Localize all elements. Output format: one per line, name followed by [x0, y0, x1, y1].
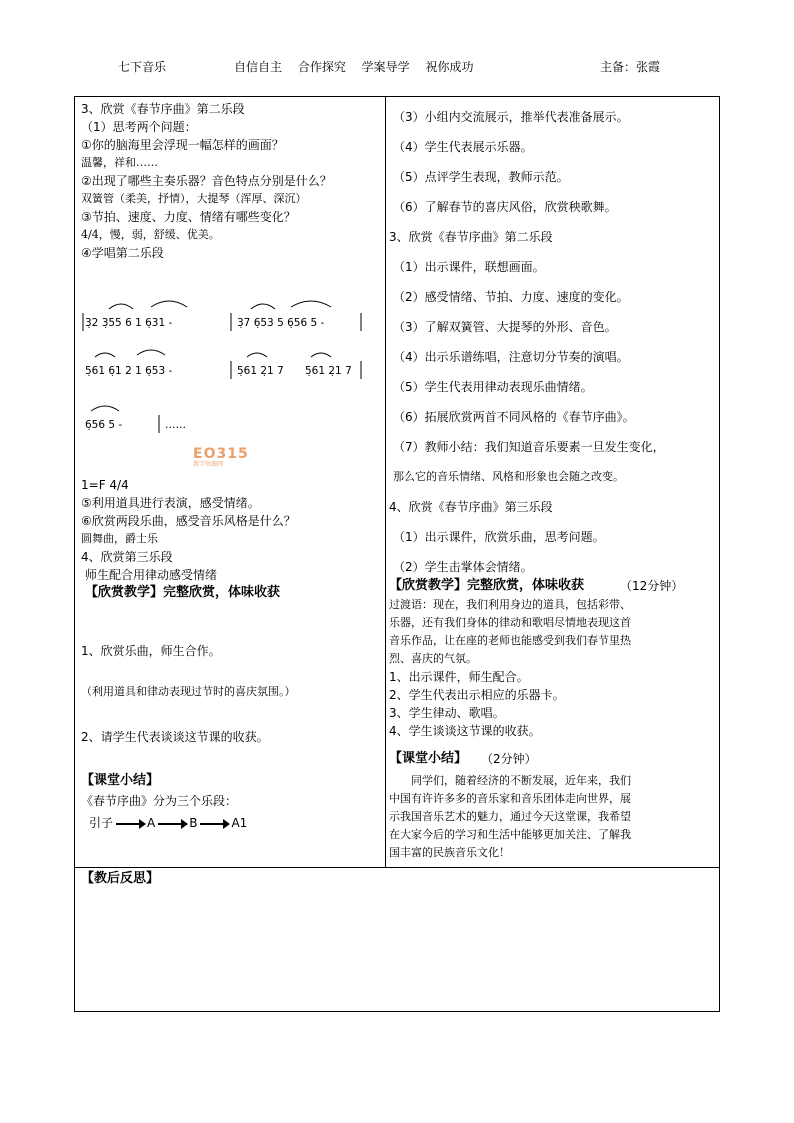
- left-answer-3: 4/4，慢，弱，舒缓、优美。: [81, 228, 220, 241]
- right-step-5: （5）点评学生表现，教师示范。: [393, 170, 569, 184]
- left-question-2: ②出现了哪些主奏乐器？音色特点分别是什么？: [81, 174, 332, 188]
- left-summary-heading: 【课堂小结】: [81, 773, 160, 788]
- left-answer-6: 圆舞曲，爵士乐: [81, 532, 158, 545]
- row-divider: [75, 867, 719, 868]
- left-question-5: ⑤利用道具进行表演，感受情绪。: [81, 496, 260, 510]
- flow-b: B: [189, 816, 198, 830]
- right-summary-heading: 【课堂小结】: [389, 751, 468, 766]
- right-transition-1: 过渡语：现在，我们利用身边的道具，包括彩带、: [389, 598, 631, 611]
- score-row2-a: 5̣61 6̣1 2 1 6̣53 -: [85, 365, 173, 377]
- left-question-3: ③节拍、速度、力度、情绪有哪些变化？: [81, 210, 296, 224]
- flow-intro: 引子: [89, 816, 114, 830]
- left-section-4-note: 师生配合用律动感受情绪: [85, 568, 218, 582]
- right-summary-5: 国丰富的民族音乐文化！: [389, 846, 510, 859]
- left-question-4: ④学唱第二乐段: [81, 246, 164, 260]
- right-summary-4: 在大家今后的学习和生活中能够更加关注、了解我: [389, 828, 631, 841]
- left-summary-text: 《春节序曲》分为三个乐段：: [81, 794, 238, 808]
- flow-a: A: [147, 816, 156, 830]
- score-row3-a: 6̣56 5 -: [85, 419, 123, 431]
- left-question-6: ⑥欣赏两段乐曲，感受音乐风格是什么？: [81, 514, 296, 528]
- right-appreciation-heading: 【欣赏教学】完整欣赏，体味收获: [389, 578, 585, 593]
- right-summary-3: 示我国音乐艺术的魅力，通过今天这堂课，我希望: [389, 810, 631, 823]
- score-row2-c: 5̣61 2̣1 7: [305, 365, 352, 377]
- header-subject: 七下音乐: [118, 60, 167, 74]
- header-author: 主备：张霞: [600, 60, 661, 74]
- right-section-4-title: 4、欣赏《春节序曲》第三乐段: [389, 500, 553, 514]
- left-step-1: 1、欣赏乐曲，师生合作。: [81, 644, 221, 658]
- right-transition-2: 乐器，还有我们身体的律动和歌唱尽情地表现这首: [389, 616, 631, 629]
- right-appreciation-time: （12分钟）: [620, 579, 684, 593]
- flow-arrow-icon: [116, 823, 144, 825]
- right-step-4: （4）学生代表展示乐器。: [393, 140, 533, 154]
- left-key-signature: 1=F 4/4: [81, 478, 129, 492]
- right-summary-2: 中国有许许多多的音乐家和音乐团体走向世界，展: [389, 792, 631, 805]
- score-row1-b: 3̣7 6̣53 5 6̣56 5 -: [237, 317, 325, 329]
- right-s3-step-7-cont: 那么它的音乐情绪、风格和形象也会随之改变。: [393, 470, 624, 483]
- watermark-logo: EO315 教学资源网: [193, 446, 249, 468]
- score-row1-a: 3̣2 3̣55 6 1 6̣31 -: [85, 317, 173, 329]
- left-answer-2: 双簧管（柔美，抒情），大提琴（浑厚、深沉）: [81, 192, 307, 205]
- right-transition-3: 音乐作品，让在座的老师也能感受到我们春节里热: [389, 634, 631, 647]
- right-final-step-2: 2、学生代表出示相应的乐器卡。: [389, 688, 565, 702]
- right-transition-4: 烈、喜庆的气氛。: [389, 652, 477, 665]
- right-final-step-3: 3、学生律动、歌唱。: [389, 706, 505, 720]
- flow-arrow-icon: [158, 823, 186, 825]
- right-section-3-title: 3、欣赏《春节序曲》第二乐段: [389, 230, 553, 244]
- column-divider: [385, 97, 386, 867]
- left-section-4-title: 4、欣赏第三乐段: [81, 550, 173, 564]
- right-s3-step-4: （4）出示乐谱练唱，注意切分节奏的演唱。: [393, 350, 629, 364]
- right-s4-step-2: （2）学生击掌体会情绪。: [393, 560, 533, 574]
- left-appreciation-heading: 【欣赏教学】完整欣赏，体味收获: [85, 585, 281, 600]
- right-s4-step-1: （1）出示课件，欣赏乐曲，思考问题。: [393, 530, 605, 544]
- music-score: [81, 295, 381, 445]
- right-summary-1: 同学们，随着经济的不断发展，近年来，我们: [389, 774, 631, 787]
- right-final-step-4: 4、学生谈谈这节课的收获。: [389, 724, 541, 738]
- right-s3-step-2: （2）感受情绪、节拍、力度、速度的变化。: [393, 290, 629, 304]
- flow-a1: A1: [231, 816, 248, 830]
- left-question-1: ①你的脑海里会浮现一幅怎样的画面？: [81, 138, 284, 152]
- section-flow: [89, 815, 247, 831]
- right-s3-step-7: （7）教师小结：我们知道音乐要素一旦发生变化，: [393, 440, 665, 454]
- right-step-6: （6）了解春节的喜庆风俗，欣赏秧歌舞。: [393, 200, 617, 214]
- right-step-3: （3）小组内交流展示，推举代表准备展示。: [393, 110, 629, 124]
- lesson-table: [74, 96, 720, 1012]
- left-step-2: 2、请学生代表谈谈这节课的收获。: [81, 730, 269, 744]
- right-s3-step-3: （3）了解双簧管、大提琴的外形、音色。: [393, 320, 617, 334]
- left-answer-1: 温馨，祥和……: [81, 156, 158, 169]
- reflection-heading: 【教后反思】: [81, 871, 160, 886]
- header-motto: 自信自主 合作探究 学案导学 祝你成功: [234, 60, 474, 74]
- right-s3-step-5: （5）学生代表用律动表现乐曲情绪。: [393, 380, 593, 394]
- left-section-3-title: 3、欣赏《春节序曲》第二乐段: [81, 102, 245, 116]
- left-step-1-note: （利用道具和律动表现过节时的喜庆氛围。）: [81, 685, 296, 698]
- right-summary-time: （2分钟）: [481, 752, 537, 766]
- right-s3-step-1: （1）出示课件，联想画面。: [393, 260, 545, 274]
- right-s3-step-6: （6）拓展欣赏两首不同风格的《春节序曲》。: [393, 410, 635, 424]
- left-question-intro: （1）思考两个问题：: [81, 120, 197, 134]
- flow-arrow-icon: [200, 823, 228, 825]
- right-final-step-1: 1、出示课件，师生配合。: [389, 670, 529, 684]
- score-row2-b: 5̣61 2̣1 7: [237, 365, 284, 377]
- score-row3-b: ……: [165, 419, 186, 431]
